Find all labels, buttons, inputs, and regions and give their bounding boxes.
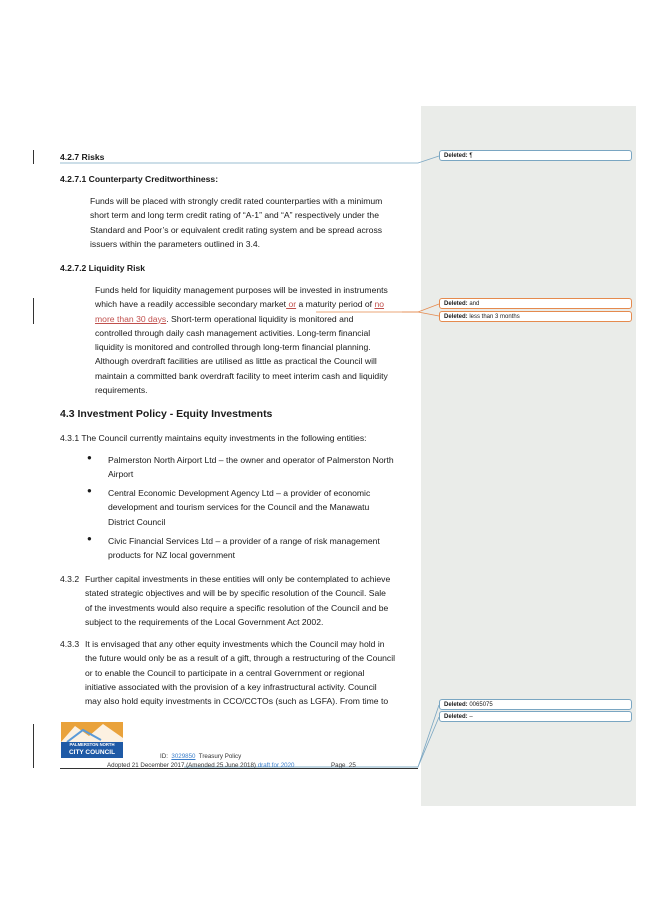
footer-adopted: Adopted 21 December 2017 (Amended 25 June 2018) draft for 2020 (107, 762, 295, 769)
text-line: or to enable the Council to participate in a central Government or regional (85, 667, 365, 678)
text-line: requirements. (95, 385, 148, 396)
text-line: stated strategic objectives and will be by specific resolution of the Council. Sale (85, 588, 386, 599)
doc-id-link[interactable]: 3029850 (171, 753, 196, 760)
text-line: products for NZ local government (108, 550, 236, 561)
text-line: of the investments would also require a specific resolution of the Council and be (85, 602, 389, 613)
paragraph-432 (85, 572, 414, 629)
text-line: controlled through daily cash management activities. Long-term financial (95, 327, 371, 338)
comment-balloon[interactable]: Deleted: 0065075 (439, 699, 632, 710)
bullet-glyph: ● (87, 534, 92, 543)
bullet-item (108, 486, 414, 529)
inserted-text: or (286, 299, 297, 310)
text-line: Standard and Poor’s or equivalent credit rating system and be spread across (90, 224, 383, 235)
comment-balloon[interactable]: Deleted: – (439, 711, 632, 722)
bullet-item (108, 534, 414, 563)
text-line: It is envisaged that any other equity investments which the Council may hold in (85, 639, 385, 649)
logo-line2: CITY COUNCIL (68, 749, 116, 756)
bullet-glyph: ● (87, 453, 92, 462)
inserted-text: more than 30 days (95, 313, 167, 324)
heading-43: 4.3 Investment Policy - Equity Investments (60, 408, 273, 420)
inserted-text: draft for 2020 (257, 762, 295, 769)
footer-id: ID: 3029850 Treasury Policy (160, 753, 242, 760)
paragraph-4271 (90, 194, 414, 251)
change-bar (33, 150, 34, 164)
footer-rule (60, 768, 418, 769)
paragraph-number: 4.3.3 (60, 639, 80, 649)
text-line: Further capital investments in these entities will only be contemplated to achieve (85, 574, 391, 584)
change-bar (33, 298, 34, 324)
logo-line1: PALMERSTON NORTH (69, 742, 115, 747)
text-line: Although overdraft facilities are utilised as little as practical the Council will (95, 356, 377, 367)
comment-balloon[interactable]: Deleted: and (439, 298, 632, 309)
paragraph-4272 (95, 283, 414, 397)
text-line: Civic Financial Services Ltd – a provider of a range of risk management (108, 536, 380, 546)
heading-4271: 4.2.7.1 Counterparty Creditworthiness: (60, 174, 219, 184)
text-line: liquidity is monitored and controlled through long-term financial planning. (95, 342, 371, 353)
logo-graphic (61, 722, 123, 742)
comment-balloon[interactable]: Deleted: less than 3 months (439, 311, 632, 322)
text-line: Palmerston North Airport Ltd – the owner and operator of Palmerston North (108, 455, 394, 465)
text-line: Airport (108, 469, 134, 480)
text-line: Funds held for liquidity management purposes will be invested in instruments (95, 285, 388, 295)
text-line: initiative associated with the provision of a key infrastructural activity. Council (85, 681, 377, 692)
heading-4272: 4.2.7.2 Liquidity Risk (60, 263, 146, 273)
paragraph-433 (85, 637, 414, 708)
text-line: subject to the requirements of the Local Government Act 2002. (85, 616, 324, 627)
paragraph-number: 4.3.2 (60, 574, 80, 584)
text-line: development and tourism services for the Council and the Manawatu (108, 502, 370, 513)
text-line: short term and long term credit rating of “A-1” and “A” respectively under the (90, 210, 379, 221)
text-line: maintain a committed bank overdraft facility to meet interim cash and liquidity (95, 370, 388, 381)
text-line: more than 30 days. Short-term operational liquidity is monitored and (95, 313, 354, 324)
comment-balloon[interactable]: Deleted: ¶ (439, 150, 632, 161)
heading-427: 4.2.7 Risks (60, 152, 105, 162)
bullet-item (108, 453, 414, 482)
text-line: District Council (108, 516, 166, 527)
paragraph-431: 4.3.1 The Council currently maintains equity investments in the following entities: (60, 433, 367, 443)
bullet-glyph: ● (87, 486, 92, 495)
text-line: Central Economic Development Agency Ltd – a provider of economic (108, 488, 371, 498)
text-line: issuers within the parameters outlined in 3.4. (90, 238, 261, 249)
text-line: may also hold equity investments in CCO/CCTOs (such as LGFA). From time to (85, 696, 389, 707)
council-logo (61, 722, 123, 758)
footer-page: Page 25 (331, 762, 356, 769)
change-bar (33, 724, 34, 768)
text-line: which have a readily accessible secondary market or a maturity period of no (95, 299, 385, 310)
text-line: Funds will be placed with strongly credit rated counterparties with a minimum (90, 196, 383, 206)
text-line: the future would only be as a result of a gift, through a restructuring of the Council (85, 653, 396, 664)
inserted-text: no (374, 299, 385, 310)
connector-line (60, 156, 439, 163)
logo-banner (61, 742, 123, 758)
